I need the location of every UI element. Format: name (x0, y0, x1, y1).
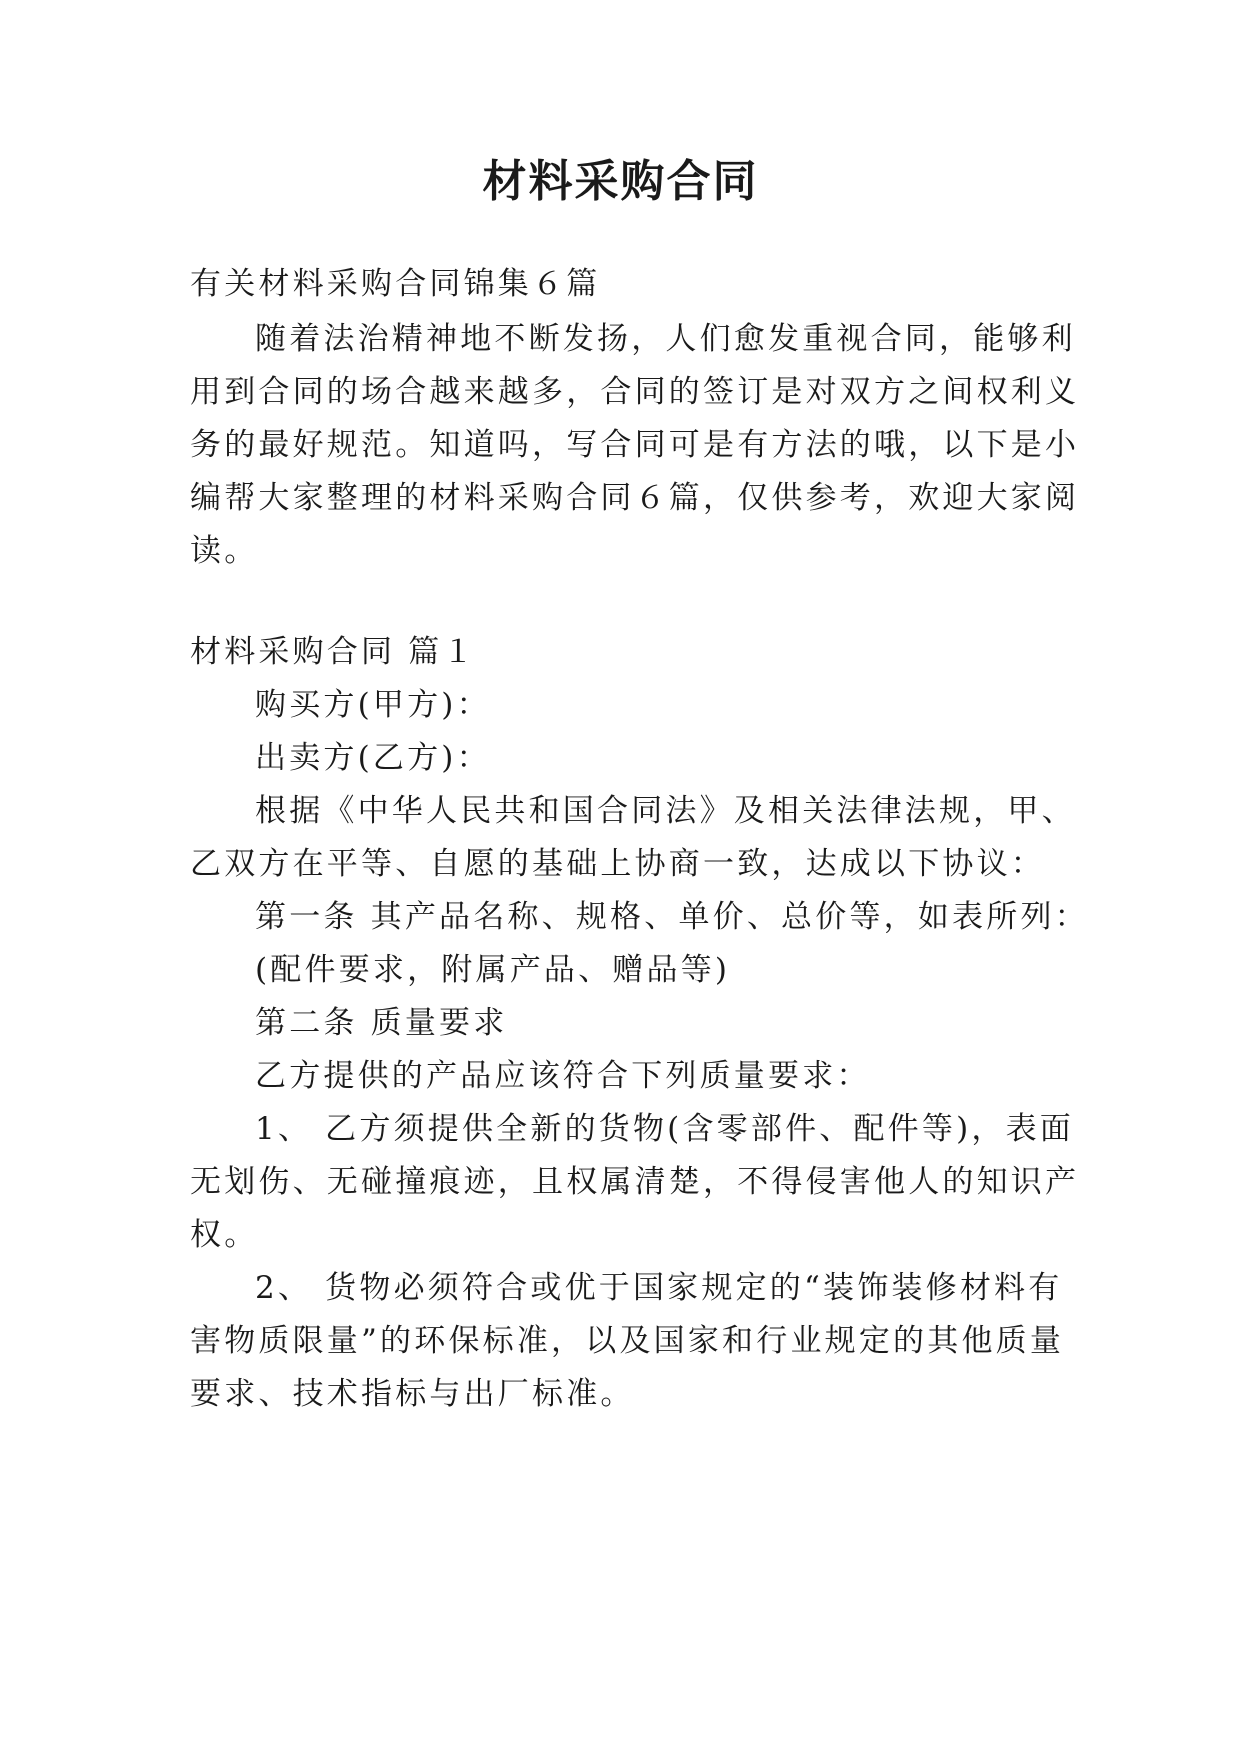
intro-line-3: 务的最好规范。知道吗，写合同可是有方法的哦，以下是小 (190, 427, 1080, 463)
buyer-line: 购买方(甲方)： (255, 687, 491, 723)
article-2-intro: 乙方提供的产品应该符合下列质量要求： (255, 1058, 871, 1094)
item-2-line-2: 害物质限量”的环保标准，以及国家和行业规定的其他质量 (190, 1323, 1065, 1359)
item-1-line-3: 权。 (190, 1217, 259, 1253)
item-2-line-1: 2、 货物必须符合或优于国家规定的“装饰装修材料有 (255, 1270, 1063, 1306)
intro-heading: 有关材料采购合同锦集６篇 (190, 266, 601, 302)
item-2-line-3: 要求、技术指标与出厂标准。 (190, 1376, 635, 1412)
item-1-line-2: 无划伤、无碰撞痕迹，且权属清楚，不得侵害他人的知识产 (190, 1164, 1080, 1200)
basis-line-2: 乙双方在平等、自愿的基础上协商一致，达成以下协议： (190, 846, 1045, 882)
intro-line-1: 随着法治精神地不断发扬，人们愈发重视合同，能够利 (255, 321, 1076, 357)
article-1-note: (配件要求，附属产品、赠品等) (255, 952, 731, 988)
basis-line-1: 根据《中华人民共和国合同法》及相关法律法规，甲、 (255, 793, 1076, 829)
item-1-line-1: 1、 乙方须提供全新的货物(含零部件、配件等)，表面 (255, 1111, 1074, 1147)
intro-line-2: 用到合同的场合越来越多，合同的签订是对双方之间权利义 (190, 374, 1080, 410)
document-title: 材料采购合同 (482, 156, 759, 207)
article-1: 第一条 其产品名称、规格、单价、总价等，如表所列： (255, 899, 1089, 935)
intro-line-4: 编帮大家整理的材料采购合同６篇，仅供参考，欢迎大家阅 (190, 480, 1080, 516)
article-2: 第二条 质量要求 (255, 1005, 508, 1041)
section-heading: 材料采购合同 篇１ (190, 634, 477, 670)
intro-line-5: 读。 (190, 533, 259, 569)
seller-line: 出卖方(乙方)： (255, 740, 491, 776)
